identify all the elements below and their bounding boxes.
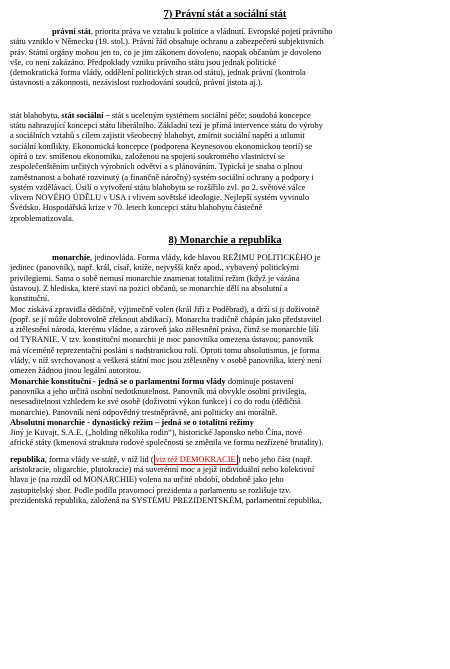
text-line: zproblematizovala. xyxy=(10,213,74,223)
text-line: vlády, v níž svrchovanost a veškerá státní moc jsou ztělesněny v osobě panovníka, který není xyxy=(10,356,322,366)
text-line: vlivem NOVÉHO ÚDĚLU v USA i vlivem sovětské ideologie. Nejlepší systém vyvinulo xyxy=(10,193,310,203)
section-8-heading: 8) Monarchie a republika xyxy=(168,235,282,247)
text-line: opírá o tzv. smíšenou ekonomiku, založenou na spojení soukromého vlastnictví se xyxy=(10,151,285,161)
text-line: Monarchie konstituční - jedná se o parlamentní formu vlády dominuje postavení xyxy=(10,376,294,386)
term-monarchie: monarchie xyxy=(52,253,90,263)
text-line: ústavou). Z hlediska, které staví na pozici občanů, se monarchie dělí na absolutní a xyxy=(10,283,288,293)
text-line: práv. Státní orgány mohou jen to, co je jim zákonem dovoleno, naopak občanům je dovoleno xyxy=(10,47,322,57)
text-line: zastupitelský sbor. Podle podílu pravomocí prezidenta a parlamentu se rozlišuje tzv. xyxy=(10,485,291,495)
term-socialni-stat: stát sociální – xyxy=(61,110,110,120)
term-monarchie-konstitucni: Monarchie konstituční - jedná se o parlamentní formu vlády xyxy=(10,376,226,386)
text-line: státu vzniklo v Německu (19. stol.). Právní řád obsahuje ochranu a zabezpečení subjektivních xyxy=(10,37,324,47)
text-line: státu nahrazující koncepci státu liberálního. Základní tezí je přímá intervence státu do výroby xyxy=(10,121,323,131)
section-8-paragraph-konstitucni xyxy=(10,377,440,418)
text-line: (popř. se jí může dobrovolně zřeknout abdikací). Monarcha tradičně chápán jako představitel xyxy=(10,314,322,324)
section-8-paragraph-republika xyxy=(10,455,440,506)
demokracie-reference-link[interactable]: viz též DEMOKRACIE xyxy=(155,454,236,464)
text-line: nesesaditelnost vzhledem ke své osobě (doživotní výkon funkce) i co do rodu (dědičná xyxy=(10,397,301,407)
text-line: sociální konflikty. Ekonomická koncepce (podporena Keynesovou ekonomickou teorií) se xyxy=(10,141,313,151)
text-line: Jiný je Kuvajt, S.A.E. („holding několika rodin“), historické Japonsko nebo Čína, nové xyxy=(10,428,302,438)
text-line: republika, forma vlády ve státě, v níž lid ( viz též DEMOKRACIE ) nebo jeho část (např. xyxy=(10,454,313,464)
text-line: zespolečenštěním určitých výrobních odvětví a s plánováním. Typická je snaha o plnou xyxy=(10,162,303,172)
text-line: hlava je (na rozdíl od MONARCHIE) volena na určité období, obdobně jako jeho xyxy=(10,475,284,485)
term-absolutni-monarchie: Absolutní monarchie - dynastický režim – jedná se o totalitní režimy xyxy=(10,417,254,427)
text-line: má víceméně reprezentační posláni s nadstranickou rolí. Oproti tomu absolutismus, je forma xyxy=(10,345,320,355)
section-8-paragraph-absolutni xyxy=(10,418,440,449)
text-line: (demokratická forma vlády, oddělení politických stran od státu), jednak právní (kontrola xyxy=(10,68,306,78)
text-line: omezen žádnou jinou legální autoritou. xyxy=(10,366,141,376)
section-7-paragraph-pravni-stat xyxy=(10,27,440,89)
text-line: jedinec (panovník), např. král, císař, kníže, nejvyšší kněz apod., vybavený politickými xyxy=(10,263,300,273)
text-line: vše, co není zakázáno. Předpoklady vzniku právního státu jsou jednak politické xyxy=(10,57,277,67)
section-7-paragraph-socialni-stat xyxy=(10,111,440,224)
text-line: od TYRANIE. V tzv. konstituční monarchii je moc panovníka omezena ústavou; panovník xyxy=(10,335,314,345)
text-line: privilegiemi. Sama o sobě nemusí monarchie znamenat totalitní režim (když je vázána xyxy=(10,273,300,283)
text-line: monarchie). Panovník není odpovědný trestněprávně, ani politicky ani morálně. xyxy=(10,407,278,417)
text-line: africké státy (kmenová struktura rodové společnosti se změnila ve formu nezřízené brutality). xyxy=(10,438,324,448)
text-line xyxy=(10,418,440,428)
text-line: Moc získává zpravidla dědičně, výjimečně volen (král Jiří z Poděbrad), a drží si ji doživotně xyxy=(10,304,320,314)
text-line: systém vzdělávací. Úsilí o vytvoření státu blahobytu se rozšířilo zvl. po 2. světové válce xyxy=(10,182,306,192)
text-line: a sociálních vztahů s cílem zajistit všeobecný blahobyt, zmírnit sociální napětí a utlumit xyxy=(10,131,305,141)
text-line: aristokracie, oligarchie, plutokracie) má suverénní moc a jejíž individuální nebo kolektivní xyxy=(10,464,315,474)
text-line: stát blahobytu, stát sociální – stát s uceleným systémem sociální péče; soudobá koncepce xyxy=(10,110,311,120)
term-pravni-stat: právní stát xyxy=(52,27,91,36)
text-line: ústavnosti a zákonnosti, nezávislost rozhodování soudců, právní jistota aj.). xyxy=(10,78,263,88)
term-republika: republika xyxy=(10,454,45,464)
text-line: monarchie, jedinovláda. Forma vlády, kde hlavou REŽIMU POLITICKÉHO je xyxy=(52,253,321,263)
section-8-paragraph-monarchie xyxy=(10,253,440,377)
text-line: právní stát, priorita práva ve vztahu k politice a vládnutí. Evropské pojetí právního xyxy=(52,27,333,36)
text-line: Švédsko. Hospodářská krize v 70. letech koncepci státu blahobytu částečně xyxy=(10,203,263,213)
section-7-heading: 7) Právní stát a sociální stát xyxy=(163,9,287,20)
text-line: a ztělesnění národa, kterému vládne, a zároveň jako ztělesnění práva, čímž se monarchie liší xyxy=(10,325,319,335)
text-line: panovníka a jeho určitá osobní nedotknutelnost. Panovník má obvykle osobní privilegia, xyxy=(10,386,307,396)
text-line: konstituční. xyxy=(10,294,50,304)
text-line: prezidentská republika, založená na SYSTÉMU PREZIDENTSKÉM, parlamentní republika, xyxy=(10,495,322,505)
text-line: zaměstnanost a bohaté rozvinutý (a finančně náročný) systém sociální ochrany a podpory i xyxy=(10,172,314,182)
